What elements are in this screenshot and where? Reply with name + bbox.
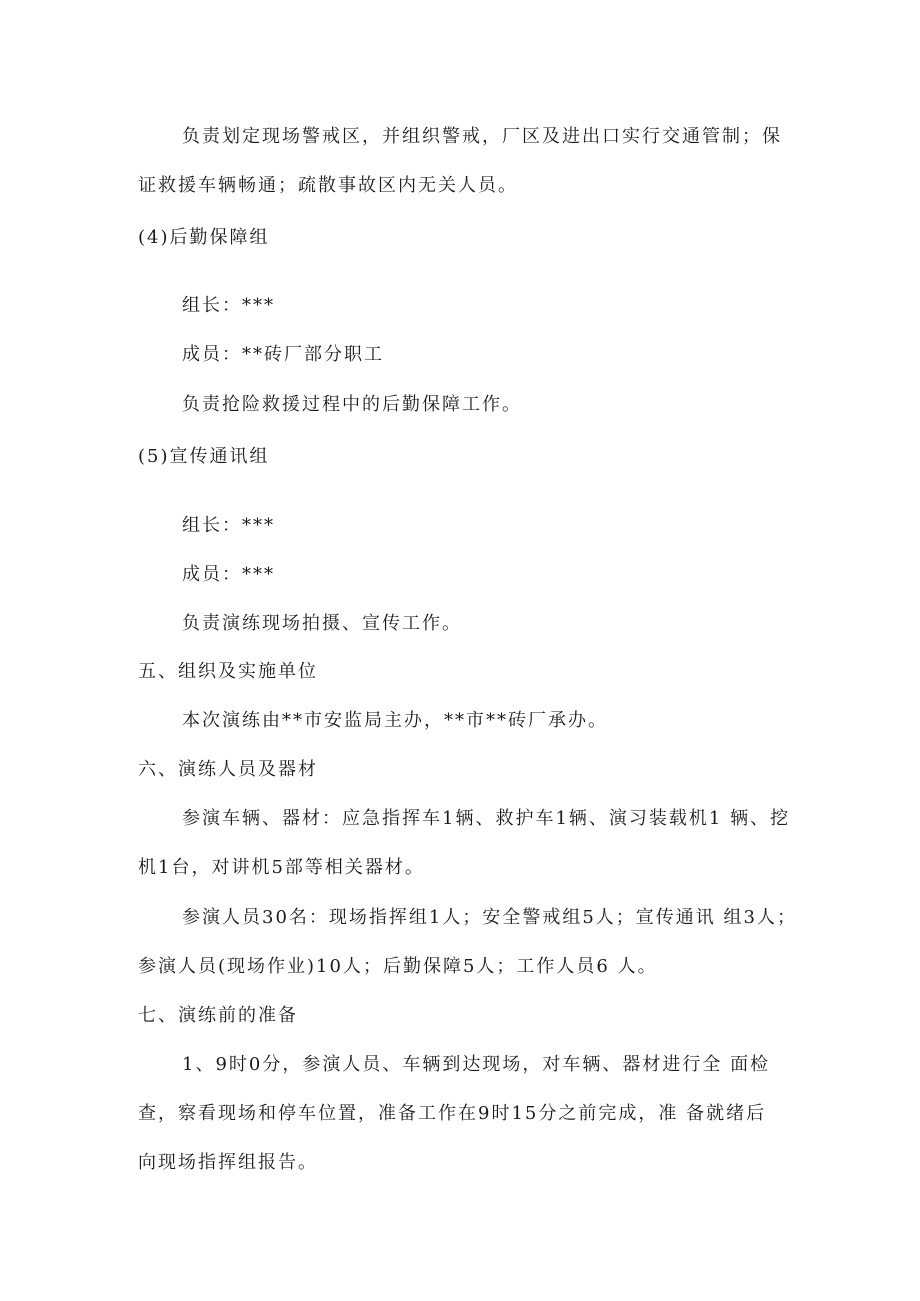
paragraph-line-1: 负责划定现场警戒区，并组织警戒，厂区及进出口实行交通管制；保: [182, 126, 782, 147]
communication-duty: 负责演练现场拍摄、宣传工作。: [182, 613, 462, 634]
section-heading-preparation: 七、演练前的准备: [138, 1005, 298, 1026]
personnel-line-1: 参演人员30名：现场指挥组1人；安全警戒组5人；宣传通讯 组3人；: [182, 907, 797, 928]
section-heading-communication: (5)宣传通讯组: [138, 446, 270, 467]
personnel-line-2: 参演人员(现场作业)10人；后勤保障5人；工作人员6 人。: [138, 956, 658, 977]
organization-text: 本次演练由**市安监局主办，**市**砖厂承办。: [182, 710, 608, 731]
logistics-members: 成员：**砖厂部分职工: [182, 344, 384, 365]
logistics-leader: 组长：***: [182, 295, 275, 316]
preparation-line-3: 向现场指挥组报告。: [138, 1152, 318, 1173]
paragraph-line-2: 证救援车辆畅通；疏散事故区内无关人员。: [138, 175, 518, 196]
communication-leader: 组长：***: [182, 515, 275, 536]
section-heading-logistics: (4)后勤保障组: [138, 227, 270, 248]
logistics-duty: 负责抢险救援过程中的后勤保障工作。: [182, 394, 522, 415]
communication-members: 成员：***: [182, 564, 275, 585]
preparation-line-2: 查，察看现场和停车位置，准备工作在9时15分之前完成，准 备就绪后: [138, 1103, 767, 1124]
section-heading-organization: 五、组织及实施单位: [138, 661, 318, 682]
section-heading-personnel: 六、演练人员及器材: [138, 759, 318, 780]
equipment-line-2: 机1台，对讲机5部等相关器材。: [138, 857, 425, 878]
preparation-line-1: 1、9时0分，参演人员、车辆到达现场，对车辆、器材进行全 面检: [182, 1054, 771, 1075]
equipment-line-1: 参演车辆、器材：应急指挥车1辆、救护车1辆、演习装载机1 辆、挖: [182, 808, 791, 829]
